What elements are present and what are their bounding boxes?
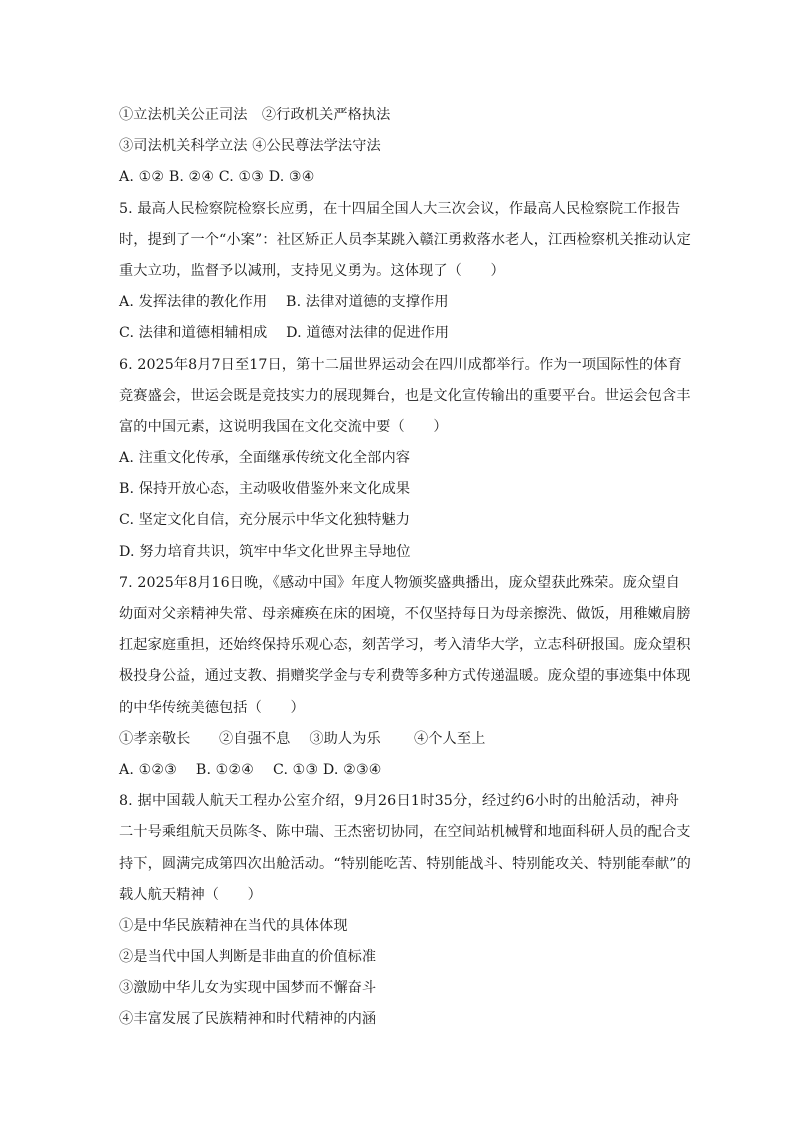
question-4-choices: A. ①② B. ②④ C. ①③ D. ③④ (119, 169, 315, 186)
question-6-choice-b: B. 保持开放心态，主动吸收借鉴外来文化成果 (119, 481, 411, 498)
question-5-stem-line-3: 重大立功，监督予以减刑，支持见义勇为。这体现了（ ） (119, 262, 505, 279)
question-7-stem-line-4: 极投身公益，通过支教、捐赠奖学金与专利费等多种方式传递温暖。庞众望的事迹集中体现 (119, 668, 691, 685)
question-8-stem-line-4: 载人航天精神（ ） (119, 886, 262, 903)
question-8-stem-line-1: 8. 据中国载人航天工程办公室介绍，9月26日1时35分，经过约6小时的出舱活动，神舟 (119, 793, 679, 810)
question-5-choices-a-b: A. 发挥法律的教化作用 B. 法律对道德的支撑作用 (119, 294, 449, 311)
question-7-stem-line-3: 扛起家庭重担，还始终保持乐观心态，刻苦学习，考入清华大学，立志科研报国。庞众望积 (119, 637, 691, 654)
question-6-stem-line-3: 富的中国元素，这说明我国在文化交流中要（ ） (119, 418, 448, 435)
question-6-choice-a: A. 注重文化传承，全面继承传统文化全部内容 (119, 450, 411, 467)
question-8-option-1: ①是中华民族精神在当代的具体体现 (119, 917, 348, 934)
question-7-stem-line-1: 7. 2025年8月16日晚，《感动中国》年度人物颁奖盛典播出，庞众望获此殊荣。庞众望自 (119, 574, 680, 591)
question-8-stem-line-3: 持下，圆满完成第四次出舱活动。“特别能吃苦、特别能战斗、特别能攻关、特别能奉献”的 (119, 855, 691, 872)
question-6-choice-d: D. 努力培育共识，筑牢中华文化世界主导地位 (119, 543, 411, 560)
question-6-stem-line-1: 6. 2025年8月7日至17日，第十二届世界运动会在四川成都举行。作为一项国际性的体育 (119, 356, 682, 373)
question-8-stem-line-2: 二十号乘组航天员陈冬、陈中瑞、王杰密切协同，在空间站机械臂和地面科研人员的配合支 (119, 824, 691, 841)
question-6-stem-line-2: 竞赛盛会，世运会既是竞技实力的展现舞台，也是文化宣传输出的重要平台。世运会包含丰 (119, 387, 691, 404)
exam-page (119, 100, 691, 1036)
question-7-options: ①孝亲敬长 ②自强不息 ③助人为乐 ④个人至上 (119, 730, 486, 747)
question-8-option-2: ②是当代中国人判断是非曲直的价值标准 (119, 949, 377, 966)
question-4-options-3-4: ③司法机关科学立法 ④公民尊法学法守法 (119, 138, 381, 155)
question-5-choices-c-d: C. 法律和道德相辅相成 D. 道德对法律的促进作用 (119, 325, 450, 342)
question-8-option-4: ④丰富发展了民族精神和时代精神的内涵 (119, 1011, 377, 1028)
question-7-choices: A. ①②③ B. ①②④ C. ①③ D. ②③④ (119, 761, 382, 778)
question-8-option-3: ③激励中华儿女为实现中国梦而不懈奋斗 (119, 980, 377, 997)
question-7-stem-line-2: 幼面对父亲精神失常、母亲瘫痪在床的困境，不仅坚持每日为母亲擦洗、做饭，用稚嫩肩膀 (119, 606, 691, 622)
question-5-stem-line-1: 5. 最高人民检察院检察长应勇，在十四届全国人大三次会议，作最高人民检察院工作报告 (119, 200, 681, 217)
question-5-stem-line-2: 时，提到了一个“小案”：社区矫正人员李某跳入赣江勇救落水老人，江西检察机关推动认定 (119, 231, 691, 248)
question-4-options-1-2: ①立法机关公正司法 ②行政机关严格执法 (119, 107, 391, 123)
question-7-stem-line-5: 的中华传统美德包括（ ） (119, 699, 305, 716)
question-6-choice-c: C. 坚定文化自信，充分展示中华文化独特魅力 (119, 512, 411, 529)
